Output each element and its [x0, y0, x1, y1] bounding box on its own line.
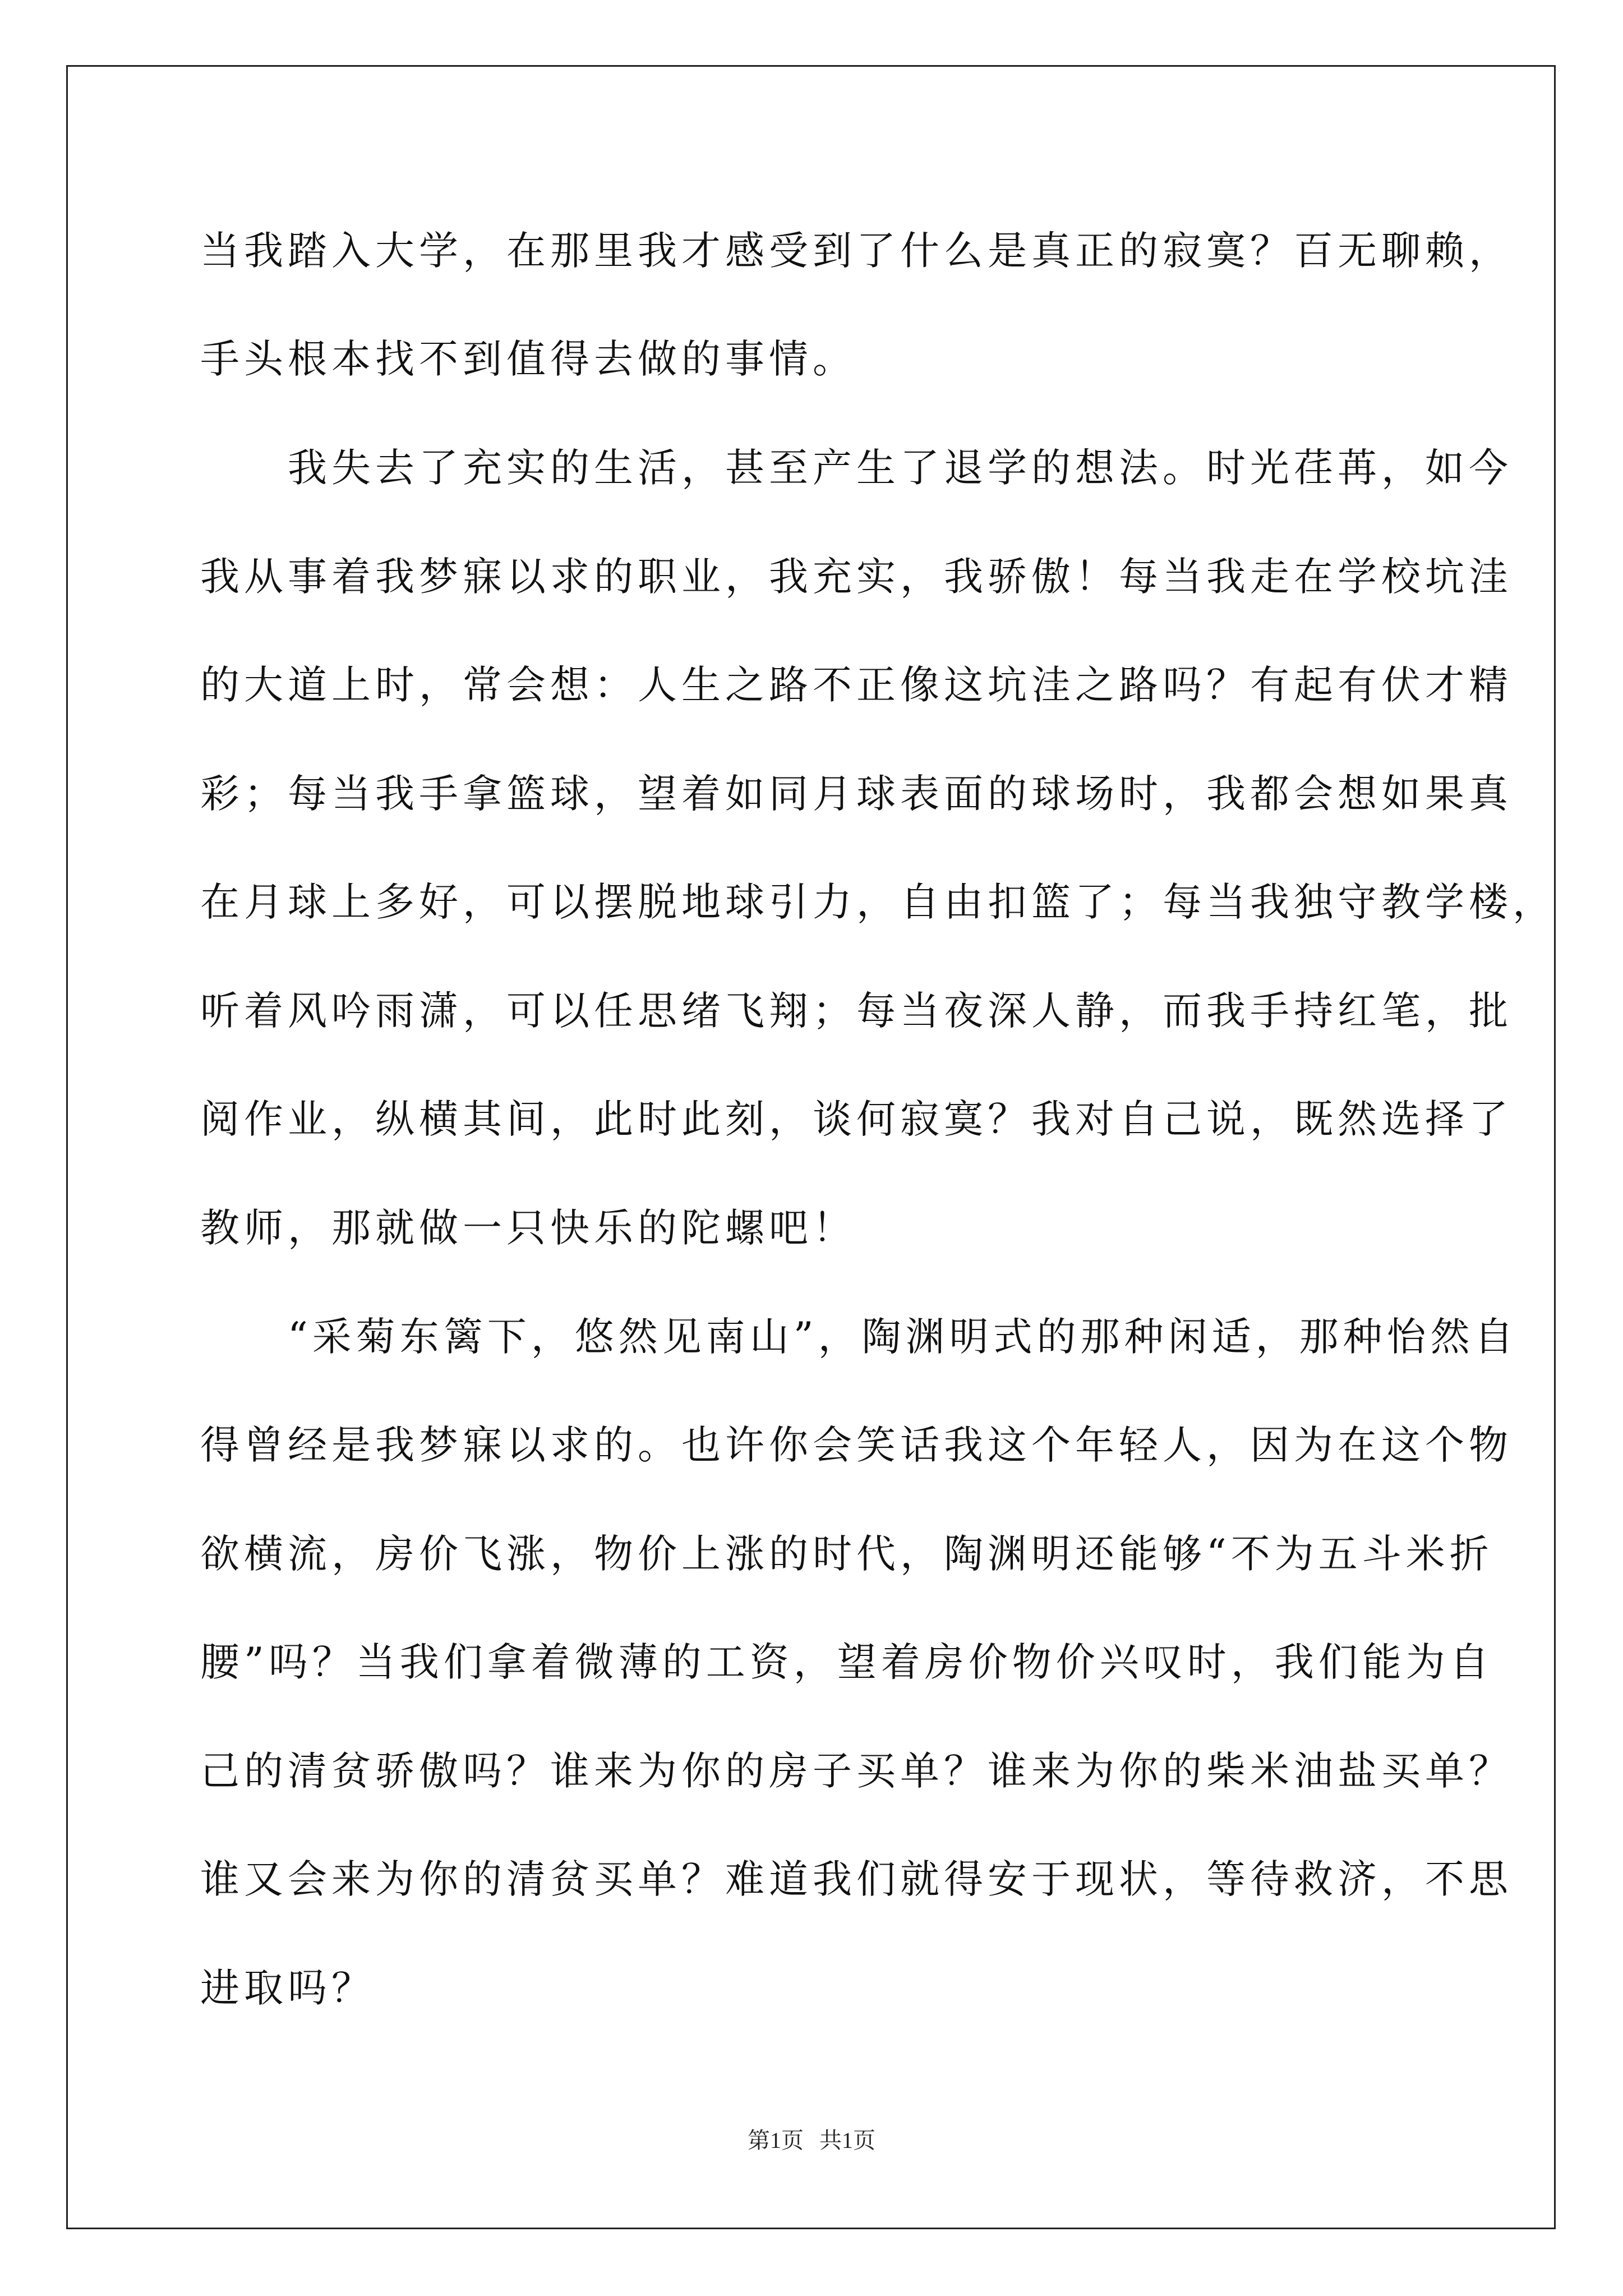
text-line: 腰”吗？当我们拿着微薄的工资，望着房价物价兴叹时，我们能为自 — [200, 1639, 1493, 1685]
text-line: 得曾经是我梦寐以求的。也许你会笑话我这个年轻人，因为在这个物 — [200, 1422, 1513, 1468]
text-line: 阅作业，纵横其间，此时此刻，谈何寂寞？我对自己说，既然选择了 — [200, 1096, 1513, 1142]
text-line: 彩；每当我手拿篮球，望着如同月球表面的球场时，我都会想如果真 — [200, 771, 1513, 817]
text-line: 手头根本找不到值得去做的事情。 — [200, 336, 856, 382]
text-line: 教师，那就做一只快乐的陀螺吧！ — [200, 1205, 856, 1251]
text-line: 我从事着我梦寐以求的职业，我充实，我骄傲！每当我走在学校坑洼 — [200, 554, 1513, 600]
page-number: 第1页 — [748, 2128, 804, 2153]
text-line: 己的清贫骄傲吗？谁来为你的房子买单？谁来为你的柴米油盐买单？ — [200, 1748, 1513, 1794]
text-line: 听着风吟雨潇，可以任思绪飞翔；每当夜深人静，而我手持红笔，批 — [200, 988, 1513, 1034]
page-footer — [0, 2124, 1623, 2157]
text-line: 的大道上时，常会想：人生之路不正像这坑洼之路吗？有起有伏才精 — [200, 662, 1513, 708]
text-line: 当我踏入大学，在那里我才感受到了什么是真正的寂寞？百无聊赖， — [200, 228, 1513, 274]
text-line: 我失去了充实的生活，甚至产生了退学的想法。时光荏苒，如今 — [200, 445, 1513, 491]
text-line: 谁又会来为你的清贫买单？难道我们就得安于现状，等待救济，不思 — [200, 1856, 1513, 1902]
text-line: “采菊东篱下，悠然见南山”，陶渊明式的那种闲适，那种怡然自 — [200, 1314, 1518, 1360]
text-line: 在月球上多好，可以摆脱地球引力，自由扣篮了；每当我独守教学楼， — [200, 879, 1556, 925]
page-total: 共1页 — [819, 2128, 875, 2153]
text-line: 进取吗？ — [200, 1965, 375, 2011]
text-line: 欲横流，房价飞涨，物价上涨的时代，陶渊明还能够“不为五斗米折 — [200, 1531, 1493, 1577]
